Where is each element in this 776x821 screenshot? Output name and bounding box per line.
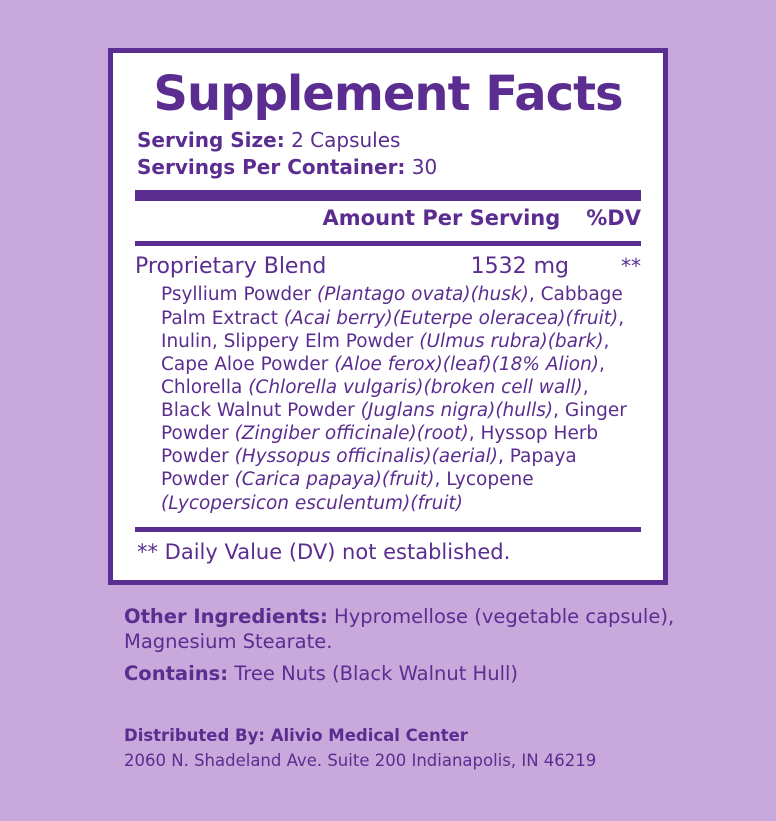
serving-size-label: Serving Size: [137,128,285,153]
distributor-address: 2060 N. Shadeland Ave. Suite 200 Indianapolis, IN 46219 [124,750,597,770]
contains-line [124,661,724,686]
other-info-block [124,604,724,686]
contains-value: Tree Nuts (Black Walnut Hull) [234,661,519,685]
table-row [135,246,641,281]
distributor-block [124,724,744,774]
distributed-by: Distributed By: Alivio Medical Center [124,726,468,745]
amount-per-serving-header: Amount Per Serving [322,206,561,231]
blend-name: Proprietary Blend [135,254,327,280]
serving-size-value: 2 Capsules [291,128,401,153]
blend-amount: 1532 mg [470,254,569,280]
servings-per-container-label: Servings Per Container: [137,155,406,180]
servings-per-container-value: 30 [411,155,438,180]
contains-label: Contains: [124,661,229,685]
table-header-row [135,201,641,235]
serving-size-line [137,127,641,154]
other-ingredients-label: Other Ingredients: [124,605,328,628]
blend-dv: ** [621,254,641,279]
other-ingredients-line [124,604,724,655]
daily-value-footnote: ** Daily Value (DV) not established. [137,539,511,564]
divider-thick-top [135,190,641,201]
servings-per-container-line [137,154,641,181]
dv-header: %DV [586,206,641,231]
supplement-facts-panel [108,48,668,585]
ingredients-list: Psyllium Powder (Plantago ovata)(husk), Cabbage Palm Extract (Acai berry)(Euterpe oleracea)(fruit), Inulin, Slippery Elm Powder (Ulmus rubra)(bark), Cape Aloe Powder (Aloe ferox)(leaf)(18% Alion), Chlorella (Chlorella vulgaris)(broken cell wall), Black Walnut Powder (Juglans nigra)(hulls), Ginger Powder (Zingiber officinale)(root), Hyssop Herb Powder (Hyssopus officinalis)(aerial), Papaya Powder (Carica papaya)(fruit), Lycopene (Lycopersicon esculentum)(fruit) [161,284,627,514]
other-ingredients-value: Hypromellose (vegetable capsule), Magnesium Stearate. [124,605,675,654]
page-title: Supplement Facts [153,66,623,122]
